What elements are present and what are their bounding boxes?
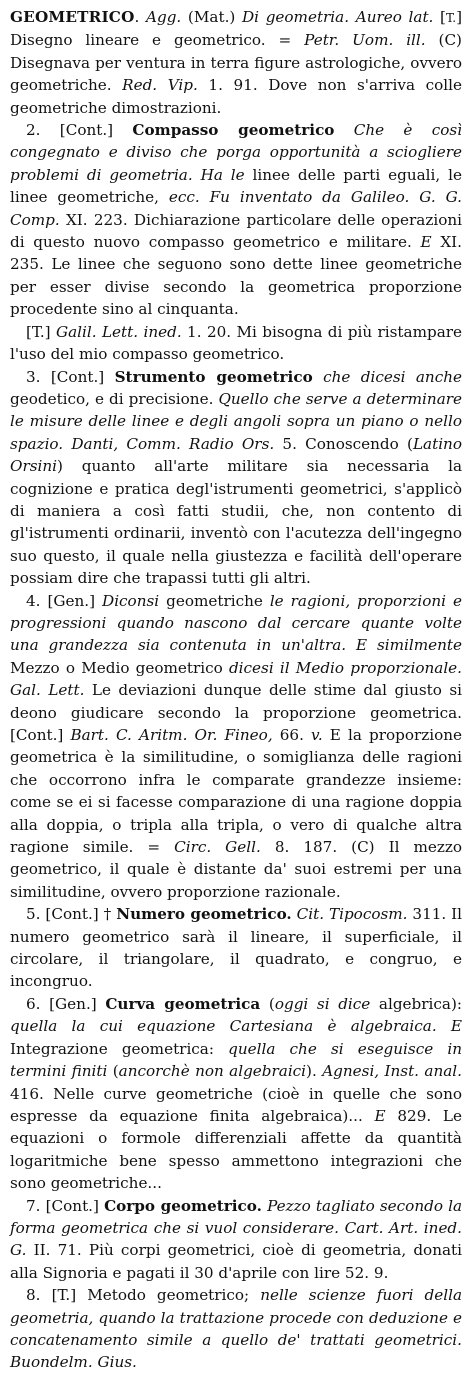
text-span: 8. [T.] Metodo geometrico; xyxy=(26,1286,261,1305)
italic-span: Che è così congegnato e diviso che porga opportunità a sciogliere problemi di geometria. xyxy=(10,121,463,184)
italic-span: Red. Vip. xyxy=(122,76,198,95)
bold-span: Curva geometrica xyxy=(105,994,261,1013)
text-span: XI. 223. Dichiarazione particolare delle operazioni di questo nuovo compasso geometrico e militare. xyxy=(10,210,462,252)
text-span: Mezzo o Medio geometrico xyxy=(10,658,229,677)
italic-span: Di geometria. Aureo lat. xyxy=(242,8,434,26)
text-span: (Mat.) xyxy=(181,8,242,26)
text-span: E la proporzione geometrica è la similitudine, o somiglianza delle ragioni che occorrono infra le comparate grandezze insieme: come se ei si facesse comparazione di una ragione doppia alla doppia, o tripla alla tripla, o vero di qualche altra ragione simile. = xyxy=(10,726,463,857)
text-span: 6. [Gen.] xyxy=(26,994,106,1013)
text-span xyxy=(193,166,201,184)
text-span: II. 71. Più corpi geometrici, cioè di geometria, donati alla Signoria e pagati il 30 d'aprile con lire 52. 9. xyxy=(10,1241,462,1282)
italic-span: Diconsi xyxy=(102,591,160,610)
italic-span: Circ. Gell. xyxy=(174,838,261,857)
text-span: geometriche xyxy=(159,591,270,610)
sense-5 xyxy=(10,903,462,993)
sense-2-subentry xyxy=(10,321,462,366)
text-span: 5. Conoscendo ( xyxy=(274,434,413,453)
sense-7 xyxy=(10,1195,462,1285)
text-span: 829. Le equazioni o formole differenziali affette da quantità logaritmiche bene spesso ammettono integrazioni che sono geometriche... xyxy=(10,1106,462,1193)
italic-span: dicesi il xyxy=(228,658,290,677)
text-span xyxy=(334,121,353,139)
text-span: 416. Nelle curve geometriche (cioè in quelle che sono espresse da equazione finita algebraica)... xyxy=(10,1084,462,1125)
text-span: 66. xyxy=(272,726,312,744)
text-span: 1. 20. Mi bisogna di più ristampare l'uso del mio compasso geometrico. xyxy=(10,322,463,364)
headword: GEOMETRICO xyxy=(10,8,135,26)
text-span: 5. [Cont.] † xyxy=(26,905,117,924)
text-span: [ xyxy=(433,8,446,26)
italic-span: Pezzo tagliato secondo la forma geometrica che si vuol considerare. Cart. Art. ined. G. xyxy=(10,1196,462,1260)
italic-span: Latino Orsini xyxy=(10,434,462,476)
text-span xyxy=(313,368,323,386)
italic-span: Bart. C. Aritm. Or. Fineo, xyxy=(70,726,273,744)
bold-span: Corpo geometrico. xyxy=(104,1196,262,1215)
sense-8 xyxy=(10,1284,462,1374)
text-span: 7. [Cont.] xyxy=(26,1196,105,1215)
italic-span: Cit. Tipocosm. xyxy=(296,905,408,924)
text-span: . xyxy=(134,8,147,26)
text-span: Le deviazioni dunque delle stime dal giusto si deono giudicare secondo la proporzione geometrica. [Cont.] xyxy=(10,681,462,744)
italic-span: quella la cui equazione Cartesiana è algebraica. E xyxy=(10,1017,462,1036)
italic-span: quella che si eseguisce in termini finiti xyxy=(10,1039,462,1081)
text-span: 3. [Cont.] xyxy=(26,367,115,386)
italic-span: Medio proporzionale. Gal. Lett. xyxy=(10,658,462,700)
text-span: [T.] xyxy=(26,322,56,341)
text-span: ). xyxy=(306,1062,323,1081)
italic-span: Quello che serve a determinare le misure delle linee e degli angoli sopra un piano o nello spazio. Danti, Comm. Radio Ors. xyxy=(10,389,462,453)
text-span: ] Disegno lineare e geometrico. = xyxy=(10,8,462,50)
text-span: geodetico, e di precisione. xyxy=(10,389,219,408)
italic-span: oggi si dice xyxy=(274,994,371,1013)
italic-span: che dicesi anche xyxy=(323,367,462,386)
text-span: 4. [Gen.] xyxy=(26,591,103,610)
bold-span: Strumento geometrico xyxy=(114,367,313,386)
italic-span: v. xyxy=(311,726,323,744)
sense-2 xyxy=(10,119,462,321)
italic-span: ancorchè non algebraici xyxy=(118,1062,307,1081)
text-span: 8. 187. (C) Il mezzo geometrico, il quale è distante da' suoi estremi per una similitudine, ovvero proporzione razionale. xyxy=(10,838,462,901)
bold-span: Compasso geometrico xyxy=(132,121,335,140)
italic-span: Agnesi, Inst. anal. xyxy=(322,1062,462,1081)
text-span: (C) Disegnava per ventura in terra figure astrologiche, ovvero geometriche. xyxy=(10,31,462,95)
italic-span: Agg. xyxy=(146,8,182,26)
sense-6 xyxy=(10,993,462,1195)
text-span: algebrica): xyxy=(370,994,462,1013)
text-span: ( xyxy=(107,1062,119,1081)
text-span: ) quanto all'arte militare sia necessaria la cognizione e pratica degl'istrumenti geometrici, s'applicò di maniera a così fatti studii, che, non contento di gl'istrumenti ordinarii, inventò con l'acutezza dell'ingegno suo questo, il quale nella giustezza e facilità dell'operare possiam dire che trapassi tutti gli altri. xyxy=(10,457,462,588)
italic-span: ecc. Fu inventato da Galileo. G. G. Comp. xyxy=(10,188,462,229)
italic-span: Ha le xyxy=(200,165,245,184)
text-span: XI. 235. Le linee che seguono sono dette linee geometriche per esser divise secondo la geometrica proporzione procedente sino al cinquanta. xyxy=(10,233,463,319)
italic-span: Galil. Lett. ined. xyxy=(55,322,182,341)
text-span: linee delle parti eguali, le linee geometriche, xyxy=(10,165,462,207)
italic-span: nelle scienze fuori della geometria, quando la trattazione procede con deduzione e concatenamento simile a quello de' trattati geometrici. Buondelm. Gius. xyxy=(10,1286,463,1372)
bold-span: Numero geometrico. xyxy=(116,905,292,924)
text-span: 1. 91. Dove non s'arriva colle geometriche dimostrazioni. xyxy=(10,76,462,117)
sense-3 xyxy=(10,366,462,590)
text-span: Integrazione geometrica: xyxy=(10,1039,229,1058)
text-span: 311. Il numero geometrico sarà il lineare, il superficiale, il circolare, il triangolare, il quadrato, e congruo, e incongruo. xyxy=(10,905,463,991)
text-span: T. xyxy=(446,11,457,25)
italic-span: E xyxy=(420,233,432,252)
italic-span: Petr. Uom. ill. xyxy=(304,31,426,50)
sense-4 xyxy=(10,590,462,904)
italic-span: E xyxy=(374,1106,386,1125)
text-span: 2. [Cont.] xyxy=(26,121,133,140)
italic-span: le ragioni, proporzioni e progressioni quando nascono dal cercare quante volte una grandezza sia contenuta in un'altra. E similmente xyxy=(10,591,462,655)
entry-headword-paragraph xyxy=(10,6,462,119)
text-span: ( xyxy=(260,994,275,1013)
